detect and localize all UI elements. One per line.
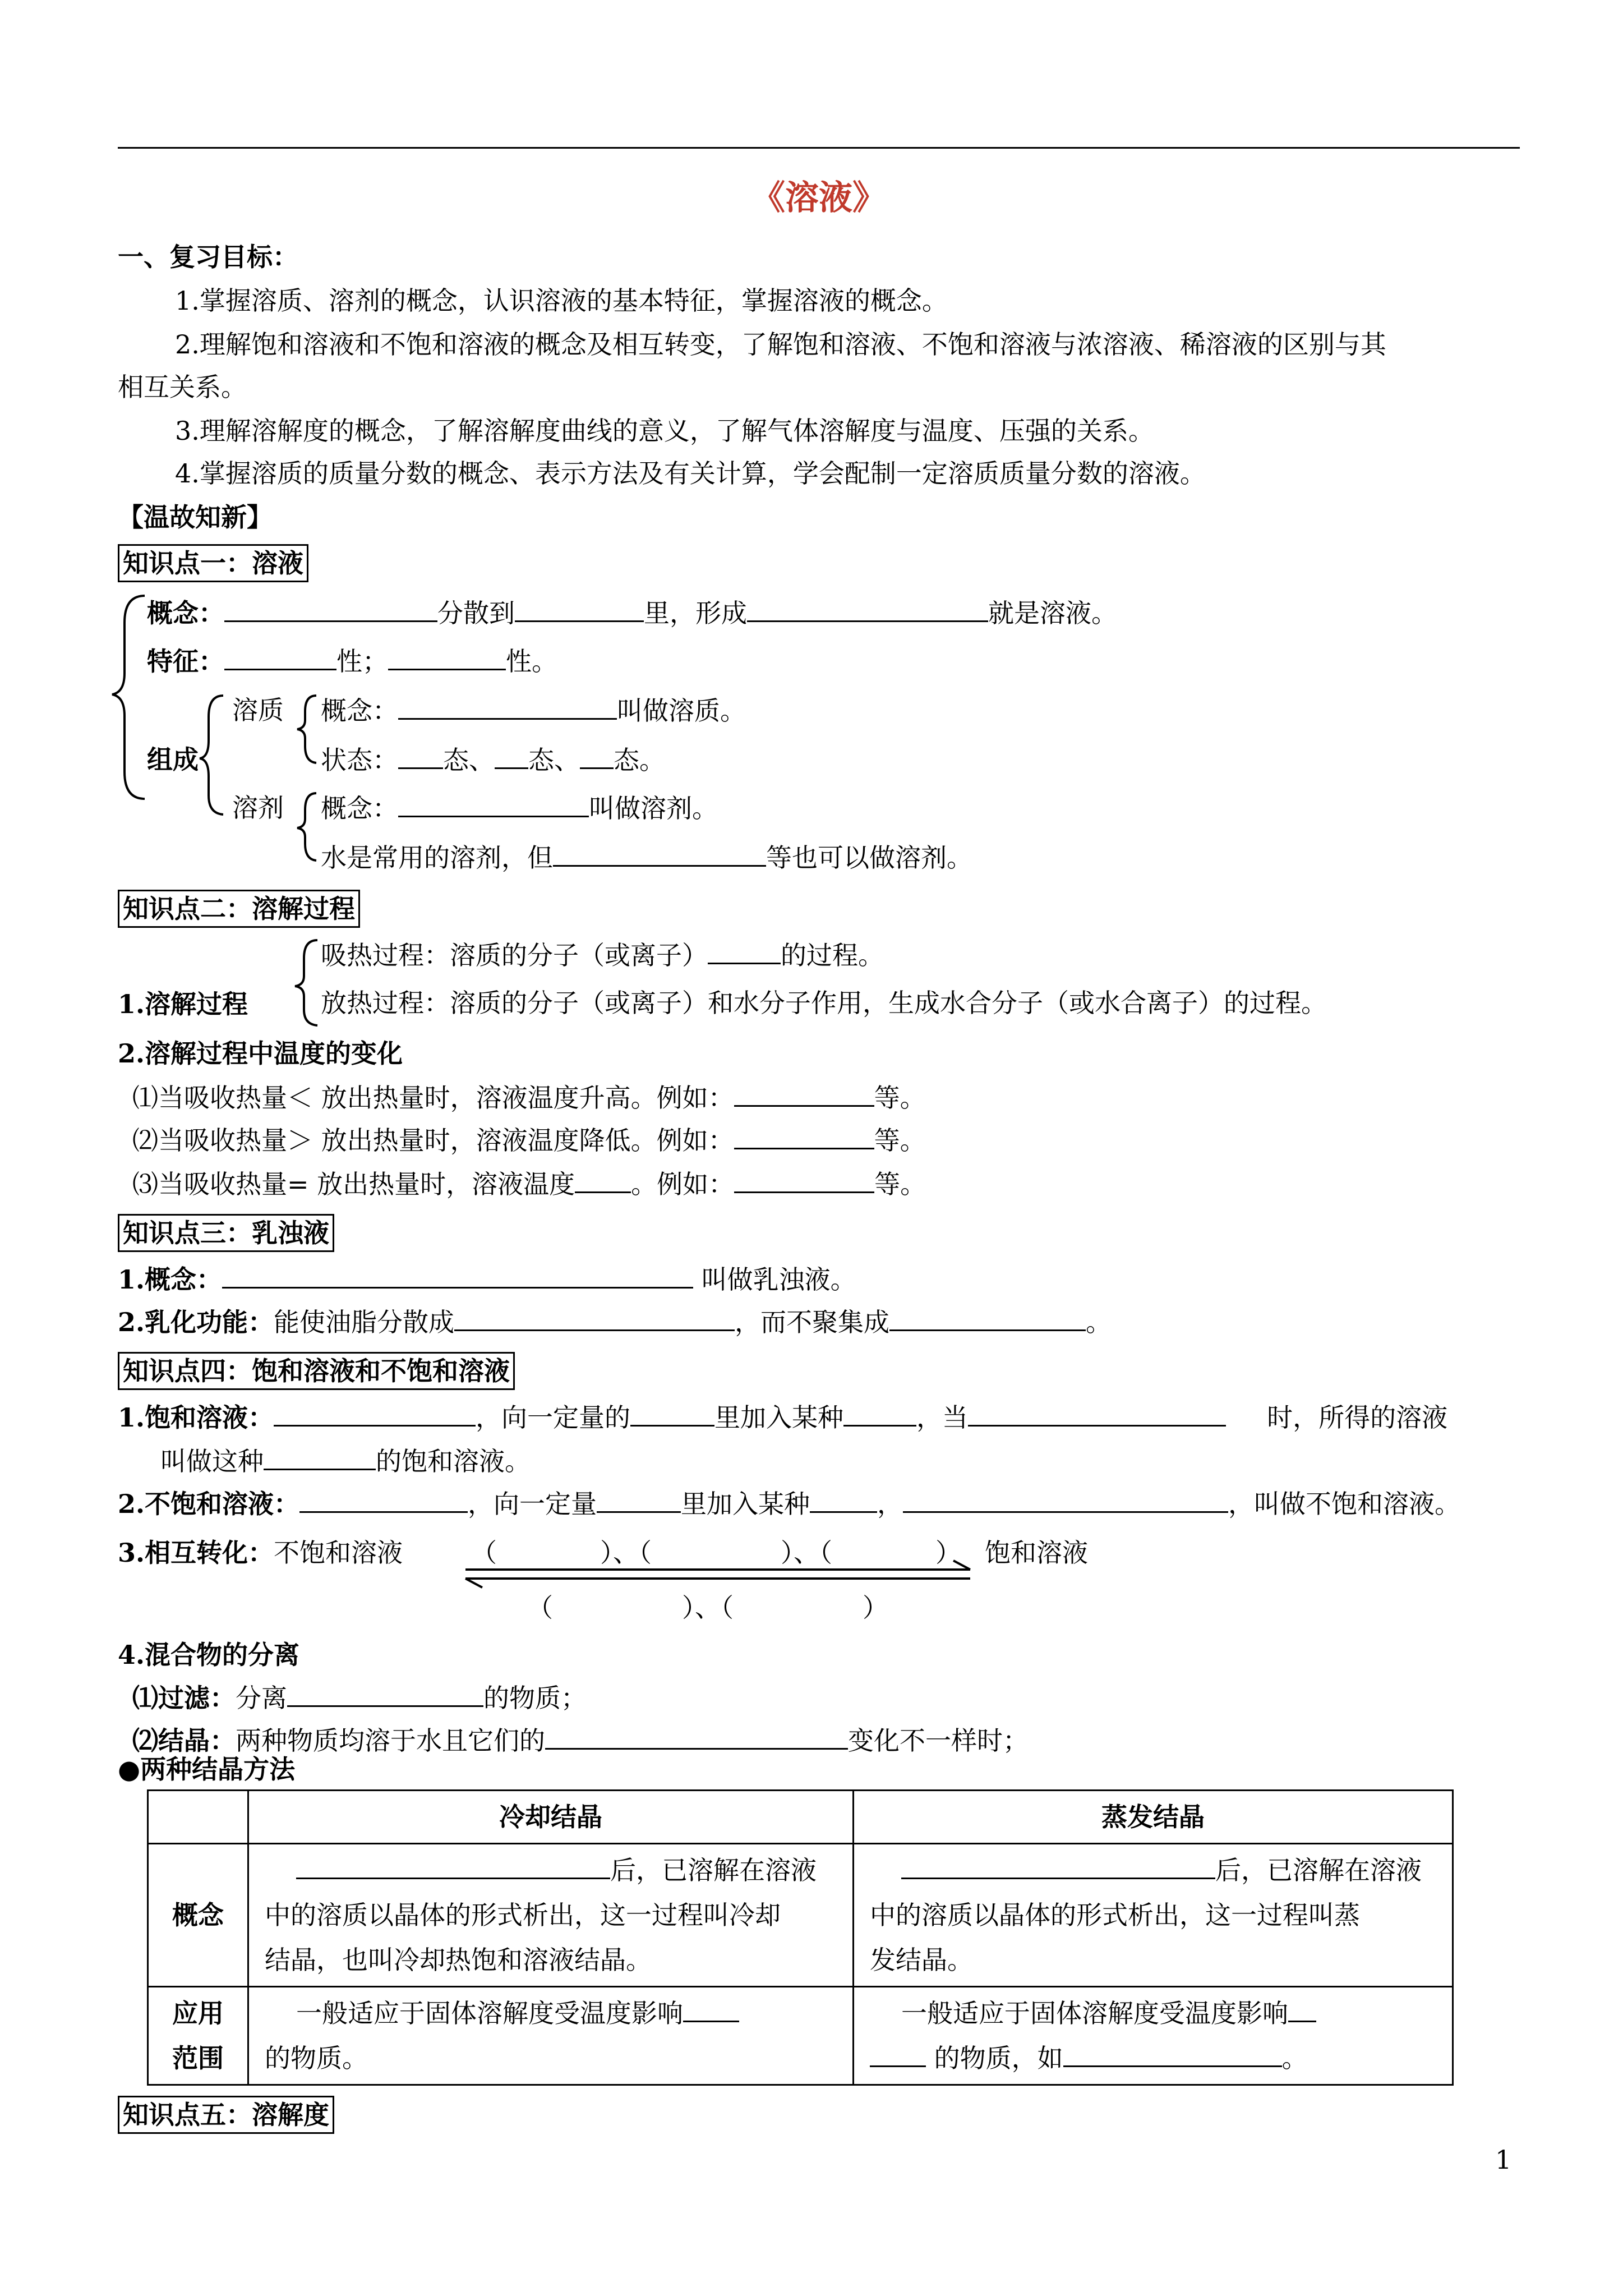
text: 后，已溶解在溶液 — [610, 1855, 817, 1885]
conv-arrow-left-head — [465, 1579, 482, 1588]
text: 叫做乳浊液。 — [701, 1264, 856, 1295]
text: 概念： — [321, 696, 398, 726]
label: ⑴过滤： — [132, 1683, 236, 1713]
text: 里，形成 — [644, 598, 747, 628]
text: 概念： — [321, 793, 398, 823]
text: 。 — [1086, 1307, 1112, 1337]
text: 范围 — [172, 2043, 224, 2073]
k1-concept-label: 概念： — [147, 598, 224, 628]
k2-process-label: 1.溶解过程 — [118, 989, 248, 1019]
text: 一般适应于固体溶解度受温度影响 — [296, 1998, 683, 2028]
k1-comp-label: 组成 — [147, 744, 199, 775]
k1-outer-brace — [112, 596, 145, 799]
page-number: 1 — [1495, 2145, 1512, 2175]
k2-temp-heading: 2.溶解过程中温度的变化 — [118, 1038, 403, 1069]
k4-conv-to: 饱和溶液 — [985, 1538, 1088, 1568]
label: 3.相互转化： — [118, 1538, 274, 1568]
text: ，向一定量 — [468, 1489, 597, 1519]
k1-feature-label: 特征： — [147, 646, 224, 677]
review-item-3: 3.理解溶解度的概念，了解溶解度曲线的意义，了解气体溶解度与温度、压强的关系。 — [175, 416, 1154, 446]
k1-solvent-brace — [297, 793, 316, 861]
cell-line: 中的溶质以晶体的形式析出，这一过程叫冷却 — [265, 1900, 781, 1930]
k3-box: 知识点三：乳浊液 — [118, 1214, 334, 1252]
text: 性； — [336, 646, 388, 677]
k4-sep-heading: 4.混合物的分离 — [118, 1640, 300, 1670]
text: 性。 — [506, 646, 557, 677]
text: 等。 — [874, 1083, 926, 1113]
text: 两种物质均溶于水且它们的 — [236, 1726, 545, 1756]
k2-box: 知识点二：溶解过程 — [118, 890, 360, 928]
label: 2.不饱和溶液： — [118, 1489, 300, 1519]
label: 2.乳化功能： — [118, 1307, 274, 1337]
review-heading: 一、复习目标： — [118, 242, 298, 272]
text: 一般适应于固体溶解度受温度影响 — [901, 1998, 1288, 2028]
k2-release: 放热过程：溶质的分子（或离子）和水分子作用，生成水合分子（或水合离子）的过程。 — [321, 988, 1327, 1018]
text: 后，已溶解在溶液 — [1215, 1855, 1422, 1885]
text: 水是常用的溶剂，但 — [321, 843, 553, 873]
text: 叫做溶质。 — [617, 696, 746, 726]
k4-methods-heading: ●两种结晶方法 — [118, 1754, 296, 1784]
label: 1.饱和溶液： — [118, 1402, 274, 1433]
text: 里加入某种 — [714, 1402, 844, 1433]
text: 状态： — [321, 745, 398, 775]
text: 的饱和溶液。 — [376, 1446, 531, 1476]
text: 。 — [1281, 2043, 1308, 2073]
text: ，叫做不饱和溶液。 — [1228, 1489, 1461, 1519]
review-item-2-cont: 相互关系。 — [118, 372, 247, 402]
text: 态、 — [528, 745, 580, 775]
text: 态、 — [443, 745, 495, 775]
k4-conv-bottom: （ ）、（ ） — [527, 1593, 888, 1623]
text: ，当 — [916, 1402, 969, 1433]
k5-box: 知识点五：溶解度 — [118, 2096, 334, 2134]
text: 态。 — [614, 745, 665, 775]
text: ，向一定量的 — [476, 1402, 631, 1433]
text: 时，所得的溶液 — [1267, 1402, 1448, 1433]
text: 叫做这种 — [160, 1446, 264, 1476]
k1-solute-label: 溶质 — [232, 695, 284, 725]
text: 里加入某种 — [681, 1489, 810, 1519]
k4-conv-top: （ ）、（ ）、（ ） — [471, 1538, 961, 1568]
cell-line: 中的溶质以晶体的形式析出，这一过程叫蒸 — [870, 1900, 1360, 1930]
review-item-2: 2.理解饱和溶液和不饱和溶液的概念及相互转变，了解饱和溶液、不饱和溶液与浓溶液、稀溶液的区别与其 — [175, 329, 1386, 360]
review-item-4: 4.掌握溶质的质量分数的概念、表示方法及有关计算，学会配制一定溶质质量分数的溶液。 — [175, 458, 1206, 489]
text: ⑶当吸收热量= 放出热量时，溶液温度 — [132, 1169, 575, 1199]
k1-solvent-label: 溶剂 — [232, 793, 284, 823]
text: 。例如： — [631, 1169, 735, 1199]
text: 等也可以做溶剂。 — [766, 843, 972, 873]
label: ⑵结晶： — [132, 1726, 236, 1756]
text: 叫做溶剂。 — [589, 793, 718, 823]
text: 等。 — [874, 1125, 926, 1156]
warm-up-heading: 【温故知新】 — [118, 502, 273, 532]
k4-box: 知识点四：饱和溶液和不饱和溶液 — [118, 1352, 515, 1390]
cell-line: 发结晶。 — [870, 1945, 973, 1975]
k2-process-brace — [295, 940, 317, 1025]
text: ，而不聚集成 — [735, 1307, 890, 1337]
k1-comp-brace — [200, 696, 223, 815]
text: 不饱和溶液 — [274, 1538, 403, 1568]
conv-arrow-right-head — [953, 1561, 970, 1570]
row-concept-label: 概念 — [148, 1844, 248, 1987]
cell-line: 结晶，也叫冷却热饱和溶液结晶。 — [265, 1945, 652, 1975]
k1-box: 知识点一：溶液 — [118, 544, 308, 582]
text: ⑴当吸收热量＜ 放出热量时，溶液温度升高。例如： — [132, 1083, 734, 1113]
page-title: 《溶液》 — [751, 178, 886, 218]
col-cool: 冷却结晶 — [248, 1791, 854, 1844]
text: 吸热过程：溶质的分子（或离子） — [321, 940, 708, 970]
text: ⑵当吸收热量＞ 放出热量时，溶液温度降低。例如： — [132, 1125, 734, 1156]
text: 应用 — [172, 1998, 224, 2028]
text: ， — [877, 1489, 903, 1519]
k1-solute-brace — [297, 696, 316, 763]
text: 变化不一样时； — [848, 1726, 1029, 1756]
text: 的过程。 — [781, 940, 884, 970]
review-item-1: 1.掌握溶质、溶剂的概念，认识溶液的基本特征，掌握溶液的概念。 — [175, 286, 948, 316]
text: 能使油脂分散成 — [274, 1307, 455, 1337]
cell-line: 的物质。 — [265, 2043, 368, 2073]
text: 的物质，如 — [934, 2043, 1063, 2073]
text: 分散到 — [437, 598, 515, 628]
text: 的物质； — [483, 1683, 587, 1713]
col-evap: 蒸发结晶 — [854, 1791, 1453, 1844]
text: 就是溶液。 — [988, 598, 1117, 628]
label: 1.概念： — [118, 1264, 223, 1295]
text: 分离 — [236, 1683, 287, 1713]
text: 等。 — [874, 1169, 926, 1199]
